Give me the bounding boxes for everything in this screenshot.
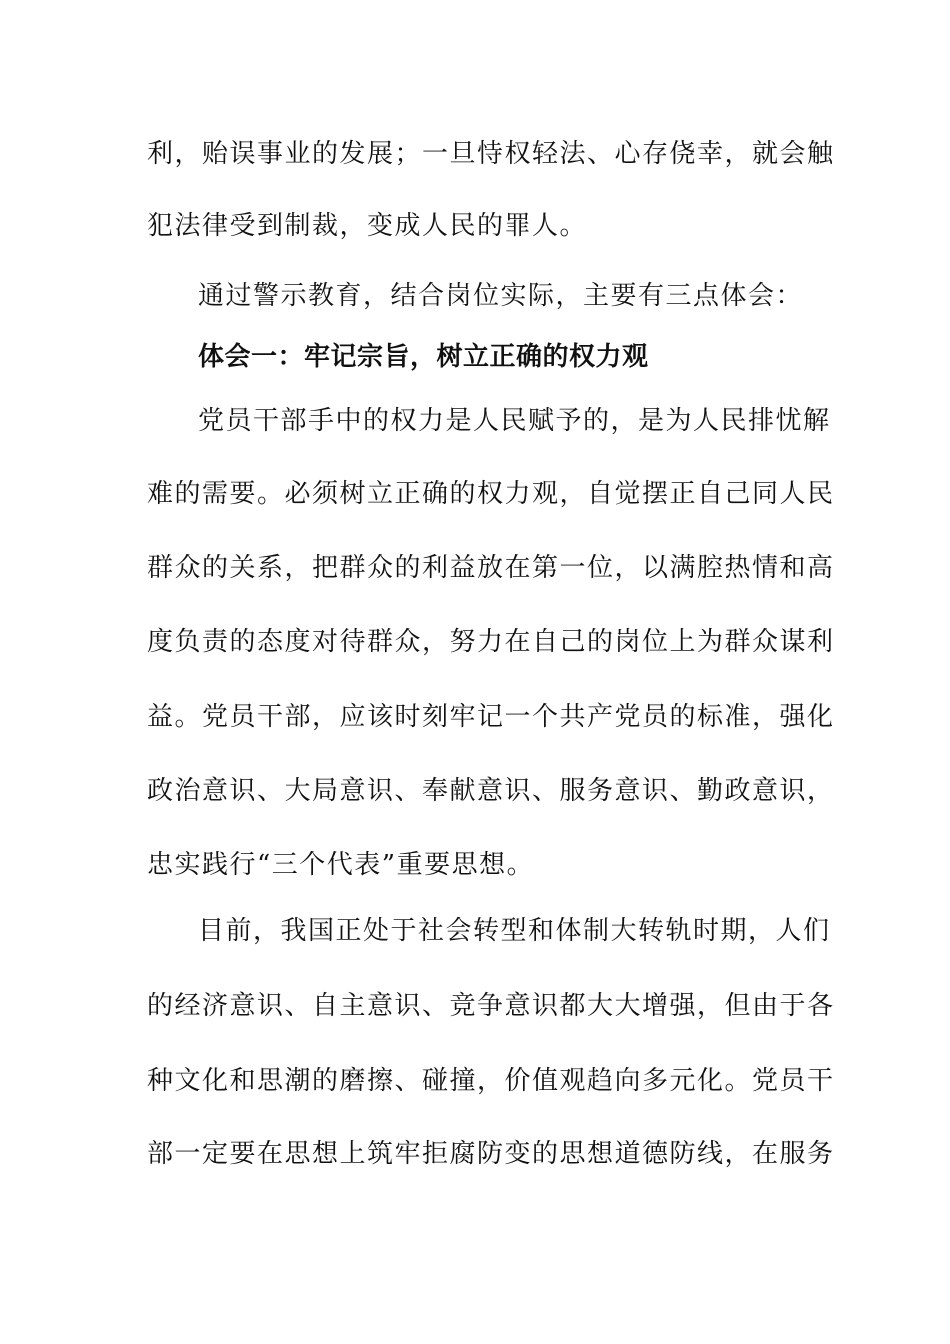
text-line: 利，贻误事业的发展；一旦恃权轻法、心存侥幸，就会触 [147,139,835,169]
text-line: 忠实践行“三个代表”重要思想。 [147,850,535,880]
text-line: 党员干部手中的权力是人民赋予的，是为人民排忧解 [198,406,831,436]
text-line: 犯法律受到制裁，变成人民的罪人。 [147,211,588,241]
text-line: 通过警示教育，结合岗位实际，主要有三点体会： [198,281,804,311]
text-line: 难的需要。必须树立正确的权力观，自觉摆正自己同人民 [147,479,835,509]
text-line: 部一定要在思想上筑牢拒腐防变的思想道德防线，在服务 [147,1139,835,1169]
text-line: 群众的关系，把群众的利益放在第一位，以满腔热情和高 [147,553,835,583]
text-line: 目前，我国正处于社会转型和体制大转轨时期，人们 [198,916,831,946]
text-line: 的经济意识、自主意识、竞争意识都大大增强，但由于各 [147,991,835,1021]
section-heading: 体会一：牢记宗旨，树立正确的权力观 [198,342,649,372]
text-line: 种文化和思潮的磨擦、碰撞，价值观趋向多元化。党员干 [147,1066,835,1096]
text-line: 度负责的态度对待群众，努力在自己的岗位上为群众谋利 [147,627,835,657]
text-line: 政治意识、大局意识、奉献意识、服务意识、勤政意识， [147,776,835,806]
text-line: 益。党员干部，应该时刻牢记一个共产党员的标准，强化 [147,702,835,732]
